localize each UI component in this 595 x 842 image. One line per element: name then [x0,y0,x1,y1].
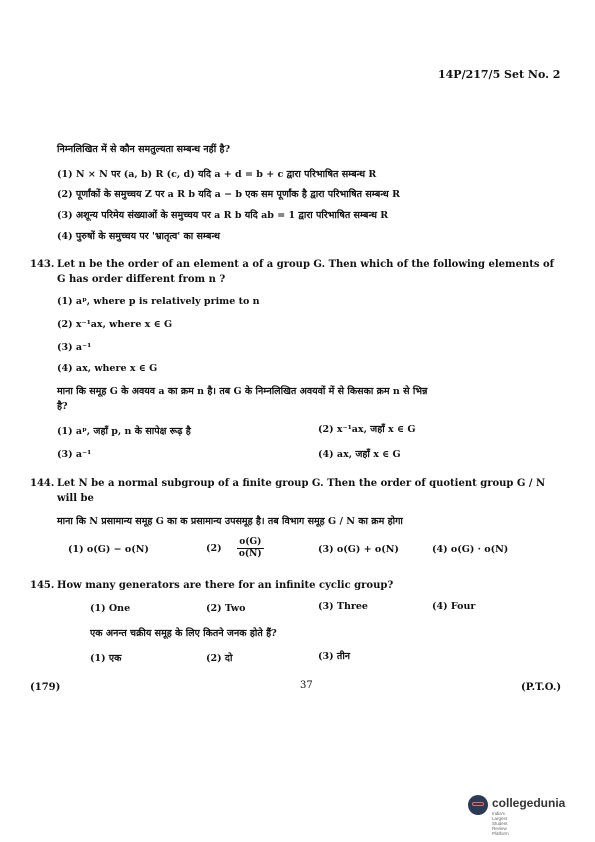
q142-stem-hindi: निम्नलिखित में से कौन समतुल्यता सम्बन्ध नहीं है? [57,144,231,155]
q145-stem-hindi: एक अनन्त चक्रीय समूह के लिए कितने जनक होते हैं? [90,628,277,639]
q145-option-2: (2) Two [206,603,246,614]
paper-code: 14P/217/5 Set No. 2 [438,68,561,81]
q145-option-1-hindi: (1) एक [90,653,122,664]
pto-marker: (P.T.O.) [521,682,562,693]
q143-option-4: (4) ax, where x ∈ G [57,363,158,374]
q144-option-2 [206,537,264,560]
q144-option-4: (4) o(G) · o(N) [432,544,509,555]
q143-option-1: (1) aᵖ, where p is relatively prime to n [57,296,260,307]
q143-option-3: (3) a⁻¹ [57,342,92,353]
q144-option-2-fraction [237,537,264,560]
q145-option-1: (1) One [90,603,131,614]
q145-option-2-hindi: (2) दो [206,653,233,664]
q144-option-3: (3) o(G) + o(N) [318,544,399,555]
fraction-denominator: o(N) [238,549,262,559]
q145-option-4: (4) Four [432,601,476,612]
q143-option-4-hindi: (4) ax, जहाँ x ∈ G [318,449,401,460]
booklet-code: (179) [30,682,61,693]
q142-option-3-hindi: (3) अशून्य परिमेय संख्याओं के समुच्चय पर a R b यदि ab = 1 द्वारा परिभाषित सम्बन्ध R [57,210,389,221]
q143-stem-hindi-1: माना कि समूह G के अवयव a का क्रम n है। तब G के निम्नलिखित अवयवों में से किसका क्रम n से भिन्न [57,386,428,397]
page-number: 37 [300,680,313,691]
q142-option-2-hindi: (2) पूर्णांकों के समुच्चय Z पर a R b यदि a − b एक सम पूर्णांक है द्वारा परिभाषित सम्बन्ध R [57,189,400,200]
logo-wordmark: collegedunia [492,796,566,810]
q144-number: 144. [30,478,55,489]
q144-option-1: (1) o(G) − o(N) [68,544,149,555]
q142-option-4-hindi: (4) पुरुषों के समुच्चय पर 'भ्रातृत्व' का सम्बन्ध [57,231,220,242]
q143-stem-line-1: Let n be the order of an element a of a group G. Then which of the following elements of [57,259,554,270]
q144-stem-line-2: will be [57,493,94,504]
q145-option-3: (3) Three [318,601,368,612]
q143-option-1-hindi: (1) aᵖ, जहाँ p, n के सापेक्ष रूढ़ है [57,426,191,437]
q145-stem: How many generators are there for an infinite cyclic group? [57,580,394,591]
q143-option-2-hindi: (2) x⁻¹ax, जहाँ x ∈ G [318,424,416,435]
logo-tagline: India's Largest Student Review Platform [492,811,509,836]
q143-option-2: (2) x⁻¹ax, where x ∈ G [57,319,173,330]
q143-number: 143. [30,259,55,270]
q143-stem-line-2: G has order different from n ? [57,274,226,285]
q142-option-1-hindi: (1) N × N पर (a, b) R (c, d) यदि a + d = b + c द्वारा परिभाषित सम्बन्ध R [57,169,377,180]
fraction-numerator: o(G) [237,537,264,549]
q143-stem-hindi-2: है? [57,401,68,412]
q145-number: 145. [30,580,55,591]
q144-option-2-label: (2) [206,543,222,554]
q143-option-3-hindi: (3) a⁻¹ [57,449,92,460]
q145-option-3-hindi: (3) तीन [318,651,351,662]
q144-stem-hindi: माना कि N प्रसामान्य समूह G का क प्रसामान्य उपसमूह है। तब विभाग समूह G / N का क्रम होगा [57,516,403,527]
student-avatar-icon [468,795,488,815]
q144-stem-line-1: Let N be a normal subgroup of a finite group G. Then the order of quotient group G / N [57,478,546,489]
